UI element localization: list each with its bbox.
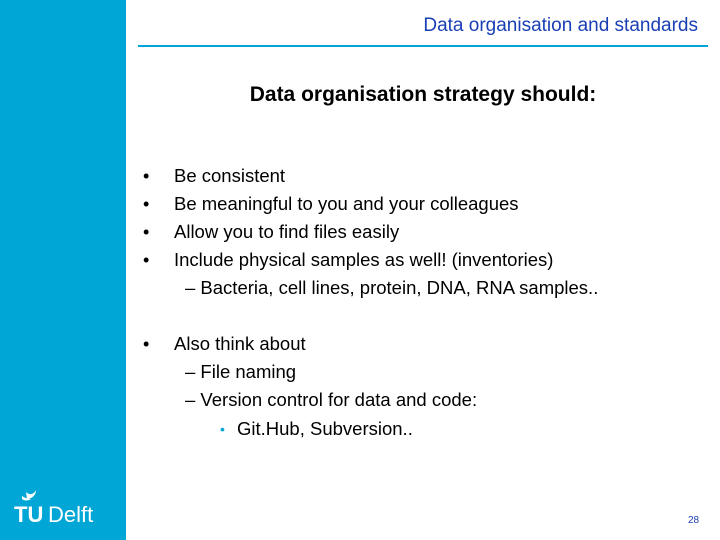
bullet-dot: • <box>143 222 150 242</box>
header-title: Data organisation and standards <box>423 15 698 36</box>
bullet-text: Allow you to find files easily <box>174 221 400 242</box>
bullet-text: Be meaningful to you and your colleagues <box>174 193 519 214</box>
bullet-dot: • <box>143 250 150 270</box>
tudelft-logo <box>12 486 112 530</box>
subsub-bullet-text: Git.Hub, Subversion.. <box>237 418 413 439</box>
bullet-text: Also think about <box>174 333 306 354</box>
bullet-text: Include physical samples as well! (inventories) <box>174 249 554 270</box>
bullet-dot: • <box>143 194 150 214</box>
sub-bullet-text: – Version control for data and code: <box>185 389 478 410</box>
left-sidebar-band <box>0 0 126 540</box>
slide-title: Data organisation strategy should: <box>249 83 597 106</box>
header-divider <box>138 45 708 47</box>
page-number: 28 <box>688 515 700 526</box>
svg-text:Delft: Delft <box>48 502 94 527</box>
bullet-dot: • <box>143 334 150 354</box>
sub-bullet-text: – Bacteria, cell lines, protein, DNA, RNA samples.. <box>185 277 599 298</box>
svg-text:TU: TU <box>14 502 44 527</box>
sub-bullet-text: – File naming <box>185 361 297 382</box>
bullet-dot: • <box>143 166 150 186</box>
tudelft-logo-mark <box>12 486 112 530</box>
bullet-text: Be consistent <box>174 165 286 186</box>
subsub-bullet-dot: • <box>220 421 225 437</box>
